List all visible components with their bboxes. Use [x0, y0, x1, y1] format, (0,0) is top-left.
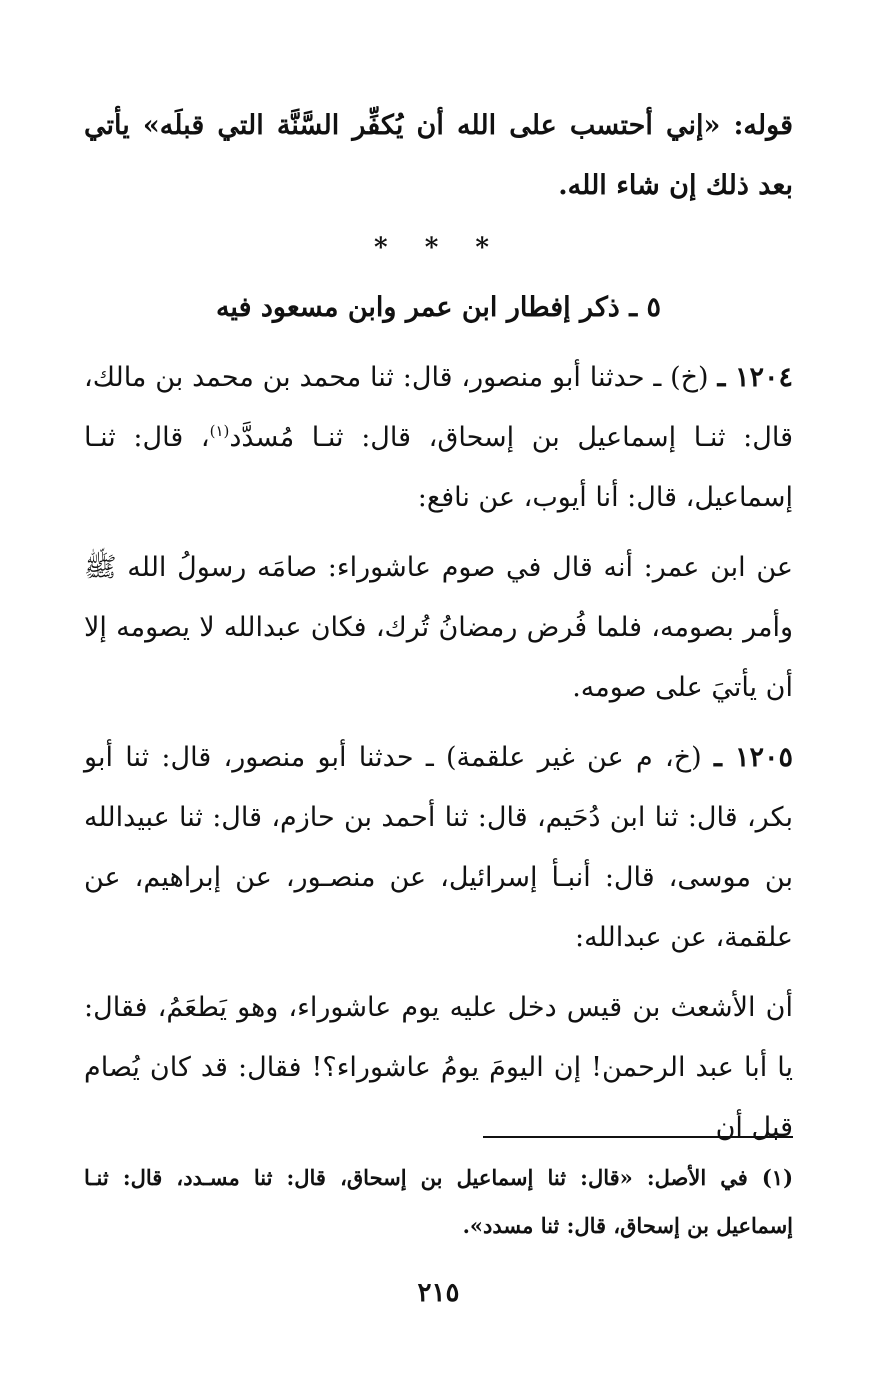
page-number: ٢١٥	[417, 1278, 460, 1308]
paragraph-gap	[84, 718, 793, 728]
section-separator: * * *	[374, 233, 503, 263]
hadith-1205-isnad-text: (خ، م عن غير علقمة) ـ حدثنا أبو منصور، قال: ثنا أبو بكر، قال: ثنا ابن دُحَيم، قال: ثنا أحمد بن حازم، قال: ثنا عبيدالله بن موسى، قال: أنبـأ إسرائيل، عن منصـور، عن إبراهيم، عن علقمة، عن عبدالله:	[84, 742, 793, 953]
book-page	[84, 96, 793, 1335]
hadith-1204-number: ١٢٠٤ ـ	[717, 362, 794, 393]
hadith-1205-matn: أن الأشعث بن قيس دخل عليه يوم عاشوراء، وهو يَطعَمُ، فقال: يا أبا عبد الرحمن! إن اليومَ يومُ عاشوراء؟! فقال: قد كان يُصام قبل أن	[84, 992, 793, 1143]
hadith-1204-matn: عن ابن عمر: أنه قال في صوم عاشوراء: صامَه رسولُ الله ﷺ وأمر بصومه، فلما فُرض رمضانُ تُرك، فكان عبدالله لا يصومه إلا أن يأتيَ على صومه.	[84, 552, 793, 703]
section-heading: ٥ ـ ذكر إفطار ابن عمر وابن مسعود فيه	[215, 292, 662, 323]
footnote-number: (١)	[761, 1165, 793, 1190]
footnote-reference: (١)	[209, 422, 230, 440]
hadith-1205-isnad	[84, 728, 793, 968]
hadith-1204-isnad-text-continued: ، قال: ثنـا إسماعيل، قال: أنا أيوب، عن نافع:	[84, 422, 793, 513]
footnote	[84, 1154, 793, 1250]
footnote-divider	[483, 1136, 793, 1138]
footnote-text: في الأصل: «قال: ثنا إسماعيل بن إسحاق، قال: ثنا مسـدد، قال: ثنـا إسماعيل بن إسحاق، قال: ثنا مسدد».	[84, 1165, 793, 1238]
hadith-1205-number: ١٢٠٥ ـ	[713, 742, 793, 773]
hadith-1204-isnad-text: (خ) ـ حدثنا أبو منصور، قال: ثنا محمد بن محمد بن مالك، قال: ثنـا إسماعيل بن إسحاق، قال: ثنـا مُسدَّد	[84, 362, 794, 453]
paragraph-gap	[84, 528, 793, 538]
intro-paragraph: قوله: «إني أحتسب على الله أن يُكفِّر السَّنَّة التي قبلَه» يأتي بعد ذلك إن شاء الله.	[84, 110, 793, 201]
paragraph-gap	[84, 968, 793, 978]
hadith-1204-isnad	[84, 348, 793, 528]
